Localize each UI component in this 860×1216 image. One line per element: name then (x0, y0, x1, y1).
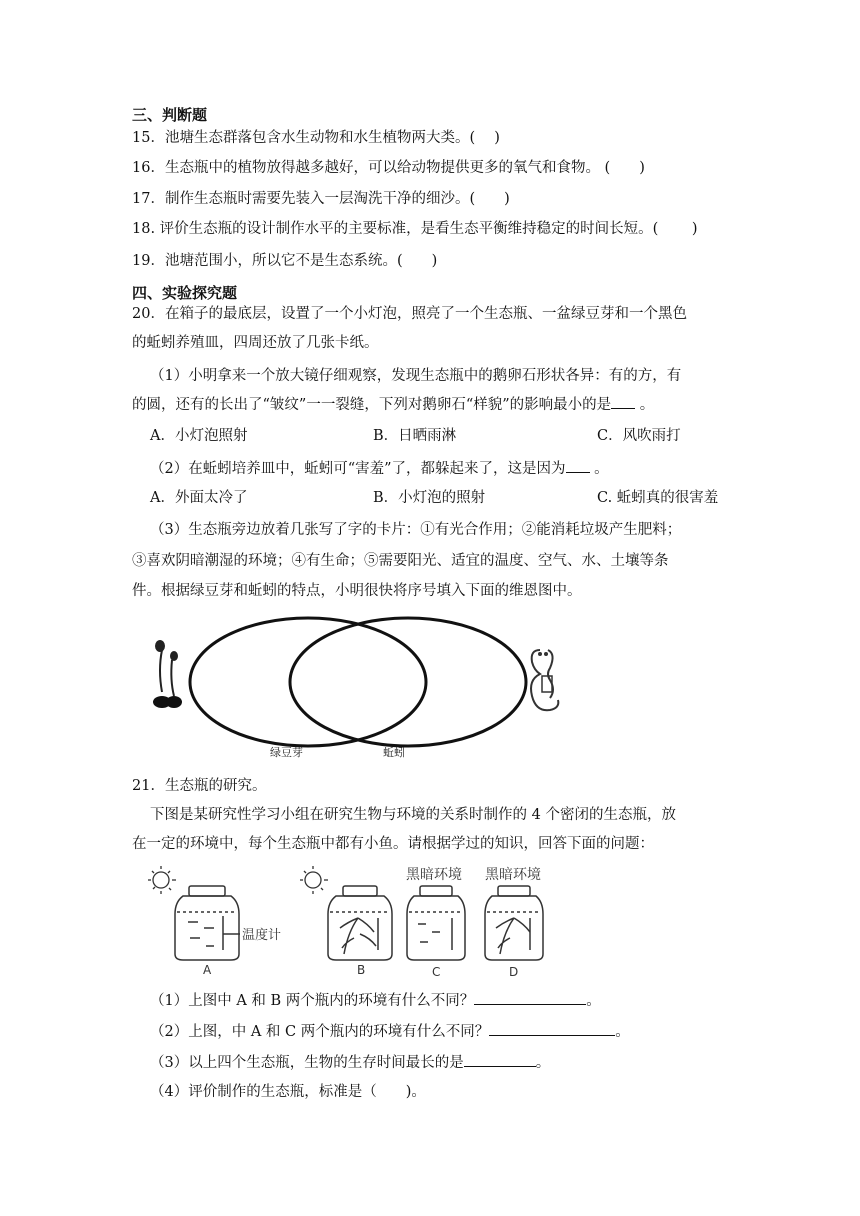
dark-environment-label-d: 黑暗环境 (485, 867, 541, 883)
question-20-1-line2 (132, 394, 654, 415)
sun-icon (300, 866, 328, 894)
venn-right-circle (290, 618, 526, 746)
jar-b (328, 886, 392, 960)
question-20-1-line1: （1）小明拿来一个放大镜仔细观察，发现生态瓶中的鹅卵石形状各异：有的方，有 (150, 368, 682, 384)
dark-environment-label-c: 黑暗环境 (406, 867, 462, 883)
venn-left-label: 绿豆芽 (270, 746, 303, 759)
sun-icon (148, 866, 176, 894)
question-21-2-text: （2）上图，中 A 和 C 两个瓶内的环境有什么不同？ (150, 1024, 490, 1040)
question-20-3-line3: 件。根据绿豆芽和蚯蚓的特点，小明很快将序号填入下面的维恩图中。 (132, 583, 582, 599)
thermometer-label: 温度计 (242, 928, 282, 943)
question-20-1-text: 的圆，还有的长出了“皱纹”一一裂缝，下列对鹅卵石“样貌”的影响最小的是 (132, 397, 612, 413)
venn-right-label: 蚯蚓 (383, 746, 405, 759)
question-20-3-line2: ③喜欢阴暗潮湿的环境；④有生命；⑤需要阳光、适宜的温度、空气、水、土壤等条 (132, 553, 669, 569)
option-20-2-b: B．小灯泡的照射 (373, 490, 486, 506)
jar-a (175, 886, 240, 960)
question-20-line2: 的蚯蚓养殖皿，四周还放了几张卡纸。 (132, 335, 379, 351)
answer-blank[interactable] (464, 1052, 536, 1067)
section-heading-judgement: 三、判断题 (132, 106, 208, 124)
jar-label-c: C (432, 965, 441, 979)
jar-c (407, 886, 465, 960)
jar-label-d: D (509, 965, 519, 979)
question-20-2-end: 。 (589, 461, 609, 477)
question-16: 16．生态瓶中的植物放得越多越好，可以给动物提供更多的氧气和食物。 ( ) (132, 160, 645, 176)
question-20-3-line1: （3）生态瓶旁边放着几张写了字的卡片：①有光合作用；②能消耗垃圾产生肥料； (150, 522, 682, 538)
jar-label-a: A (203, 963, 212, 977)
answer-blank[interactable] (566, 458, 590, 473)
question-21-2 (150, 1021, 630, 1042)
answer-blank[interactable] (489, 1021, 615, 1036)
question-21-title: 21．生态瓶的研究。 (132, 778, 267, 794)
jar-label-b: B (357, 963, 366, 977)
bean-sprout-icon (153, 640, 182, 708)
question-20-line1: 20．在箱子的最底层，设置了一个小灯泡，照亮了一个生态瓶、一盆绿豆芽和一个黑色 (132, 306, 687, 322)
option-20-2-c: C. 蚯蚓真的很害羞 (597, 490, 719, 506)
question-18: 18. 评价生态瓶的设计制作水平的主要标准，是看生态平衡维持稳定的时间长短。( ) (132, 221, 698, 237)
question-21-1 (150, 990, 601, 1011)
option-20-1-b: B．日晒雨淋 (373, 428, 457, 444)
ecological-bottles-figure (148, 862, 558, 980)
venn-diagram (140, 610, 580, 762)
question-21-intro-line1: 下图是某研究性学习小组在研究生物与环境的关系时制作的 4 个密闭的生态瓶，放 (150, 807, 676, 823)
question-17: 17．制作生态瓶时需要先装入一层淘洗干净的细沙。( ) (132, 191, 510, 207)
question-21-2-end: 。 (615, 1024, 630, 1040)
question-21-3 (150, 1052, 550, 1073)
question-21-1-text: （1）上图中 A 和 B 两个瓶内的环境有什么不同？ (150, 993, 475, 1009)
venn-left-circle (190, 618, 426, 746)
option-20-1-a: A．小灯泡照射 (150, 428, 248, 444)
question-21-3-end: 。 (535, 1055, 551, 1071)
question-21-4: （4）评价制作的生态瓶，标准是（ )。 (150, 1084, 426, 1100)
question-21-3-text: （3）以上四个生态瓶，生物的生存时间最长的是 (150, 1055, 464, 1071)
option-20-1-c: C．风吹雨打 (597, 428, 681, 444)
question-21-intro-line2: 在一定的环境中，每个生态瓶中都有小鱼。请根据学过的知识，回答下面的问题： (132, 836, 654, 852)
answer-blank[interactable] (611, 394, 635, 409)
question-20-2 (150, 458, 609, 479)
question-19: 19．池塘范围小，所以它不是生态系统。( ) (132, 253, 438, 269)
section-heading-experiment: 四、实验探究题 (132, 284, 238, 302)
option-20-2-a: A．外面太冷了 (150, 490, 248, 506)
question-20-2-text: （2）在蚯蚓培养皿中，蚯蚓可“害羞”了，都躲起来了，这是因为 (150, 461, 566, 477)
question-20-1-end: 。 (635, 397, 655, 413)
question-15: 15．池塘生态群落包含水生动物和水生植物两大类。( ) (132, 130, 500, 146)
earthworm-icon (520, 640, 570, 720)
question-21-1-end: 。 (586, 993, 601, 1009)
answer-blank[interactable] (474, 990, 586, 1005)
jar-d (485, 886, 543, 960)
